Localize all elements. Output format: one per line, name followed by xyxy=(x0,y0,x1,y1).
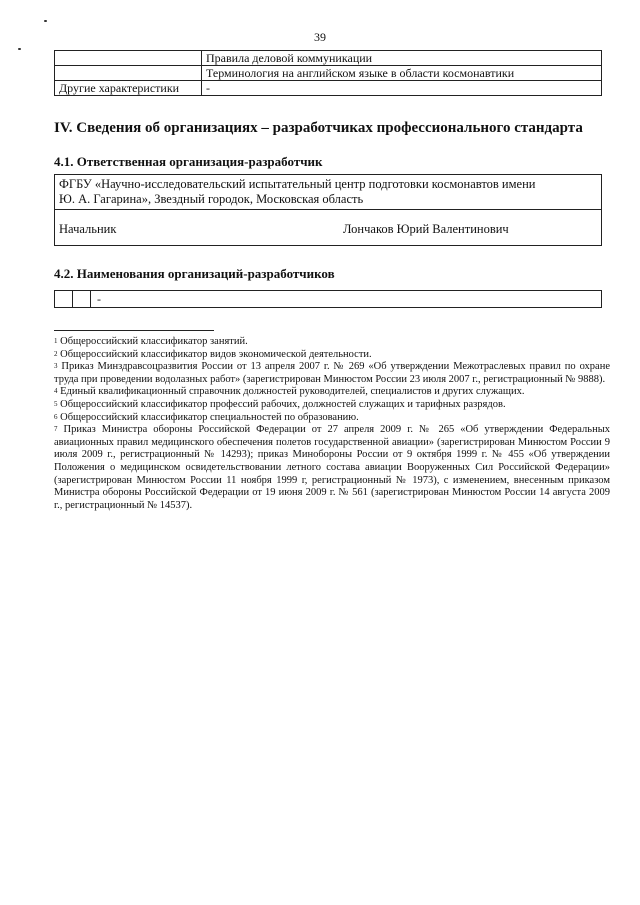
footnote-text: Общероссийский классификатор профессий рабочих, должностей служащих и тарифных разрядов. xyxy=(60,398,506,410)
footnote-separator xyxy=(54,330,214,331)
table-cell-number xyxy=(55,291,73,308)
table-row xyxy=(55,66,602,81)
table-cell-label xyxy=(55,66,202,81)
org-name-line-2: Ю. А. Гагарина», Звездный городок, Московская область xyxy=(59,192,364,206)
footnote-text: Общероссийский классификатор видов экономической деятельности. xyxy=(60,348,372,360)
footnote-mark: 5 xyxy=(54,399,58,408)
table-cell-blank xyxy=(73,291,91,308)
footnote-text: Единый квалификационный справочник должностей руководителей, специалистов и других служащих. xyxy=(60,386,525,398)
table-row xyxy=(55,81,602,96)
org-box-divider xyxy=(55,209,601,210)
table-row xyxy=(55,291,602,308)
footnote xyxy=(54,336,610,349)
scan-mark xyxy=(18,48,21,50)
footnote xyxy=(54,412,610,425)
table-cell-value: - xyxy=(202,81,602,96)
table-cell-name: - xyxy=(91,291,602,308)
footnote xyxy=(54,349,610,362)
qualification-table xyxy=(54,50,602,96)
subsection-title-developers: 4.2. Наименования организаций-разработчиков xyxy=(54,266,335,281)
table-cell-value: Правила деловой коммуникации xyxy=(202,51,602,66)
footnote-mark: 2 xyxy=(54,349,58,358)
footnote xyxy=(54,399,610,412)
footnote xyxy=(54,424,610,512)
footnote-mark: 3 xyxy=(54,362,58,371)
footnote-mark: 1 xyxy=(54,337,58,345)
footnote xyxy=(54,386,610,399)
table-cell-value: Терминология на английском языке в области космонавтики xyxy=(202,66,602,81)
head-position: Начальник xyxy=(59,222,117,236)
org-name-line-1: ФГБУ «Научно-исследовательский испытательный центр подготовки космонавтов имени xyxy=(59,177,536,191)
page-number: 39 xyxy=(314,30,326,44)
subsection-title-responsible-org: 4.1. Ответственная организация-разработчик xyxy=(54,154,323,169)
footnote-mark: 4 xyxy=(54,387,58,396)
scan-mark xyxy=(44,20,47,22)
table-cell-label: Другие характеристики xyxy=(55,81,202,96)
footnotes xyxy=(54,336,610,512)
section-title: IV. Сведения об организациях – разработчиках профессионального стандарта xyxy=(54,120,583,136)
table-row xyxy=(55,51,602,66)
footnote-text: Общероссийский классификатор специальностей по образованию. xyxy=(60,411,359,423)
footnote-text: Общероссийский классификатор занятий. xyxy=(60,336,248,347)
footnote-mark: 6 xyxy=(54,412,58,421)
footnote-text: Приказ Министра обороны Российской Федерации от 27 апреля 2009 г. № 265 «Об утверждении Федеральных авиационных правил медицинского обеспечения полетов государственной авиации» (зарегистрирован Минюстом России 9 июля 2009 г., регистрационный № 14293); приказ Минобороны России от 9 октября 1999 г. № 455 «Об утверждении Положения о медицинском освидетельствовании летного состава авиации Вооруженных Сил Российской Федерации» (зарегистрирован Минюстом России 11 ноября 1999 г, регистрационный № 1973), с изменением, внесенным приказом Министра обороны Российской Федерации от 19 июня 2009 г. № 561 (зарегистрирован Минюстом России 14 августа 2009 г., регистрационный № 14537). xyxy=(54,424,611,511)
responsible-org-box xyxy=(54,174,602,246)
footnote-mark: 7 xyxy=(54,425,58,434)
head-name: Лончаков Юрий Валентинович xyxy=(343,222,509,236)
developers-table xyxy=(54,290,602,308)
footnote xyxy=(54,361,610,386)
table-cell-label xyxy=(55,51,202,66)
footnote-text: Приказ Минздравсоцразвития России от 13 апреля 2007 г. № 269 «Об утверждении Межотраслевых правил по охране труда при проведении водолазных работ» (зарегистрирован Минюстом России 23 июля 2007 г., регистрационный № 9888). xyxy=(54,361,610,385)
